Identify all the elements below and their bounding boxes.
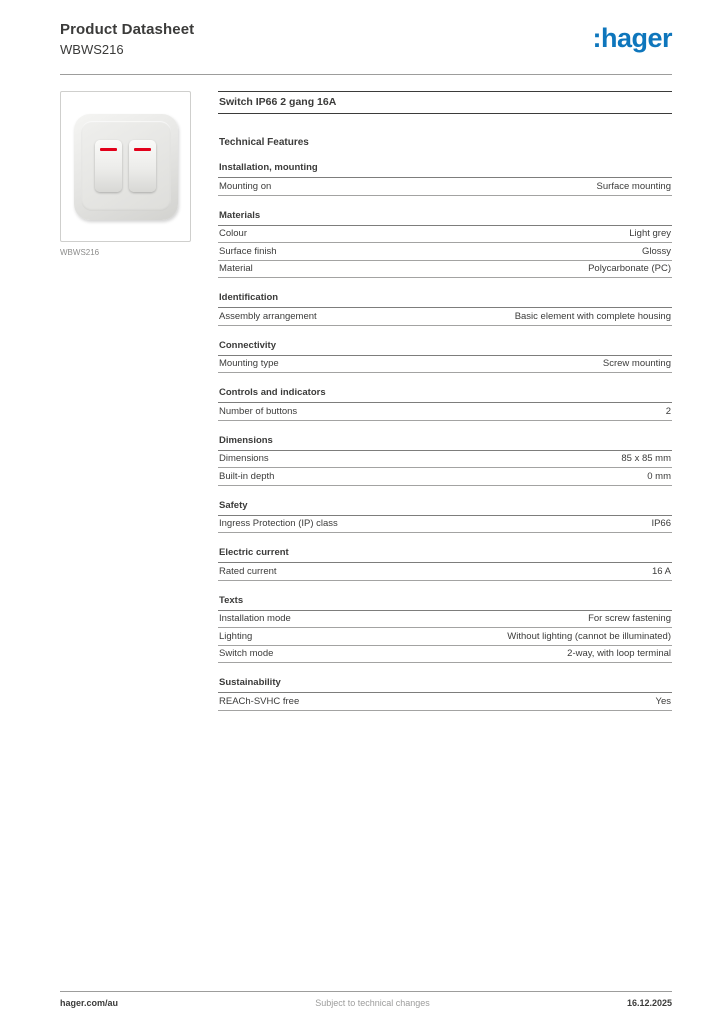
spec-label: Ingress Protection (IP) class	[219, 518, 338, 529]
spec-row	[218, 356, 672, 374]
product-title: Switch IP66 2 gang 16A	[218, 91, 672, 114]
spec-section-materials	[218, 208, 672, 279]
spec-label: Dimensions	[219, 453, 269, 464]
spec-label: Number of buttons	[219, 405, 298, 417]
spec-value: Light grey	[629, 228, 671, 239]
spec-section-safety	[218, 498, 672, 534]
switch-face	[81, 121, 171, 211]
spec-label: Built-in depth	[219, 470, 275, 482]
spec-value: Yes	[655, 695, 671, 707]
spec-value: Screw mounting	[602, 358, 671, 369]
spec-section-connectivity	[218, 338, 672, 374]
spec-table	[218, 91, 672, 711]
spec-section-heading: Materials	[218, 208, 672, 226]
spec-section-texts	[218, 593, 672, 664]
technical-features-heading: Technical Features	[219, 137, 309, 148]
spec-row	[218, 178, 672, 196]
spec-label: Mounting on	[219, 180, 272, 192]
rocker-indicator	[134, 148, 151, 151]
footer-website: hager.com/au	[60, 998, 119, 1008]
spec-row	[218, 516, 672, 534]
spec-section-heading: Connectivity	[218, 338, 672, 356]
spec-label: Lighting	[219, 630, 253, 642]
spec-label: Material	[219, 263, 253, 274]
spec-value: For screw fastening	[588, 613, 671, 624]
spec-value: 2-way, with loop terminal	[567, 648, 671, 659]
spec-section-heading: Texts	[218, 593, 672, 611]
spec-section-heading: Electric current	[218, 545, 672, 563]
spec-row	[218, 308, 672, 326]
spec-value: 0 mm	[647, 470, 671, 482]
spec-label: Installation mode	[219, 613, 291, 624]
spec-row	[218, 693, 672, 711]
spec-row	[218, 261, 672, 279]
spec-section-heading: Installation, mounting	[218, 160, 672, 178]
spec-label: Rated current	[219, 565, 277, 577]
spec-row	[218, 646, 672, 664]
image-caption: WBWS216	[60, 248, 100, 257]
spec-value: Polycarbonate (PC)	[588, 263, 671, 274]
spec-section-heading: Safety	[218, 498, 672, 516]
content	[60, 91, 672, 711]
footer-disclaimer: Subject to technical changes	[315, 998, 430, 1008]
spec-label: Assembly arrangement	[219, 310, 317, 322]
spec-section-heading: Sustainability	[218, 675, 672, 693]
switch-rocker-left	[95, 140, 122, 192]
header-divider	[60, 74, 672, 75]
spec-row	[218, 563, 672, 581]
spec-row	[218, 243, 672, 261]
spec-row	[218, 628, 672, 646]
switch-illustration	[74, 114, 178, 220]
footer	[60, 991, 672, 1008]
header	[60, 21, 672, 57]
spec-row	[218, 226, 672, 244]
spec-label: REACh-SVHC free	[219, 695, 300, 707]
spec-value: Basic element with complete housing	[514, 310, 671, 322]
hager-logo: :hager	[592, 23, 672, 53]
spec-value: 85 x 85 mm	[621, 453, 671, 464]
spec-row	[218, 468, 672, 486]
spec-row	[218, 403, 672, 421]
spec-label: Surface finish	[219, 245, 277, 257]
spec-row	[218, 611, 672, 629]
spec-section-heading: Identification	[218, 290, 672, 308]
spec-section-identification	[218, 290, 672, 326]
spec-section-dimensions	[218, 433, 672, 486]
spec-value: Surface mounting	[596, 180, 671, 192]
spec-section-installation-mounting	[218, 160, 672, 196]
product-code: WBWS216	[60, 42, 124, 57]
product-image	[60, 91, 191, 242]
spec-value: 16 A	[651, 565, 671, 577]
footer-date: 16.12.2025	[626, 998, 672, 1008]
spec-section-electric-current	[218, 545, 672, 581]
spec-label: Mounting type	[219, 358, 279, 369]
product-image-column	[60, 91, 191, 711]
spec-section-controls-indicators	[218, 385, 672, 421]
spec-value: Without lighting (cannot be illuminated)	[507, 630, 671, 642]
spec-section-heading: Controls and indicators	[218, 385, 672, 403]
spec-label: Switch mode	[219, 648, 274, 659]
spec-section-heading: Dimensions	[218, 433, 672, 451]
spec-section-sustainability	[218, 675, 672, 711]
rocker-indicator	[100, 148, 117, 151]
page-title: Product Datasheet	[60, 21, 195, 38]
spec-value: IP66	[651, 518, 671, 529]
spec-row	[218, 451, 672, 469]
spec-label: Colour	[219, 228, 247, 239]
spec-value: 2	[665, 405, 671, 417]
switch-rocker-right	[129, 140, 156, 192]
spec-value: Glossy	[641, 245, 671, 257]
